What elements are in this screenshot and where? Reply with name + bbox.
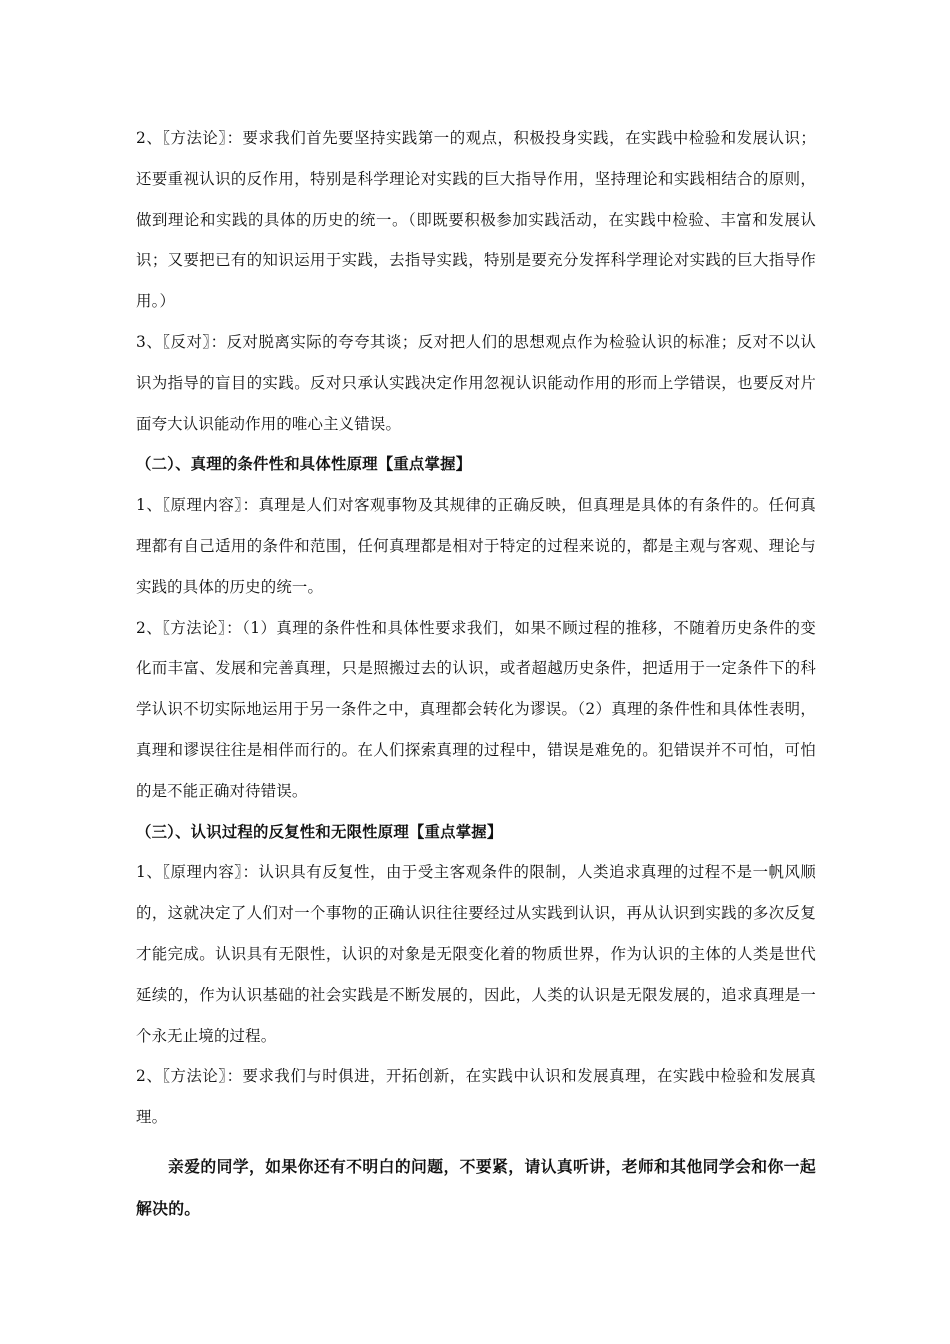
methodology-paragraph-2: 2、〖方法论〗：（1）真理的条件性和具体性要求我们，如果不顾过程的推移，不随着历史条件的变化而丰富、发展和完善真理，只是照搬过去的认识，或者超越历史条件，把适用于一定条件下的科学认识不切实际地运用于另一条件之中，真理都会转化为谬误。（2）真理的条件性和具体性表明，真理和谬误往往是相伴而行的。在人们探索真理的过程中，错误是难免的。犯错误并不可怕，可怕的是不能正确对待错误。 <box>136 618 816 800</box>
section-heading-cognition-process: （三）、认识过程的反复性和无限性原理【重点掌握】 <box>136 822 503 841</box>
methodology-paragraph-3: 2、〖方法论〗：要求我们与时俱进，开拓创新，在实践中认识和发展真理，在实践中检验和发展真理。 <box>136 1067 816 1127</box>
oppose-paragraph: 3、〖反对〗：反对脱离实际的夸夸其谈；反对把人们的思想观点作为检验认识的标准；反对不以认识为指导的盲目的实践。反对只承认实践决定作用忽视认识能动作用的形而上学错误，也要反对片面夸大认识能动作用的唯心主义错误。 <box>136 332 816 433</box>
section-heading-truth-conditionality: （二）、真理的条件性和具体性原理【重点掌握】 <box>136 455 472 474</box>
document-page <box>136 118 816 1230</box>
principle-content-paragraph-1: 1、〖原理内容〗：真理是人们对客观事物及其规律的正确反映，但真理是具体的有条件的。任何真理都有自己适用的条件和范围，任何真理都是相对于特定的过程来说的，都是主观与客观、理论与实践的具体的历史的统一。 <box>136 496 816 596</box>
methodology-paragraph-1: 2、〖方法论〗：要求我们首先要坚持实践第一的观点，积极投身实践，在实践中检验和发展认识；还要重视认识的反作用，特别是科学理论对实践的巨大指导作用，坚持理论和实践相结合的原则，做到理论和实践的具体的历史的统一。（即既要积极参加实践活动，在实践中检验、丰富和发展认识；又要把已有的知识运用于实践，去指导实践，特别是要充分发挥科学理论对实践的巨大指导作用。） <box>136 129 816 311</box>
closing-note: 亲爱的同学，如果你还有不明白的问题，不要紧，请认真听讲，老师和其他同学会和你一起解决的。 <box>136 1156 816 1218</box>
principle-content-paragraph-2: 1、〖原理内容〗：认识具有反复性，由于受主客观条件的限制，人类追求真理的过程不是一帆风顺的，这就决定了人们对一个事物的正确认识往往要经过从实践到认识，再从认识到实践的多次反复才能完成。认识具有无限性，认识的对象是无限变化着的物质世界，作为认识的主体的人类是世代延续的，作为认识基础的社会实践是不断发展的，因此，人类的认识是无限发展的，追求真理是一个永无止境的过程。 <box>136 863 816 1045</box>
